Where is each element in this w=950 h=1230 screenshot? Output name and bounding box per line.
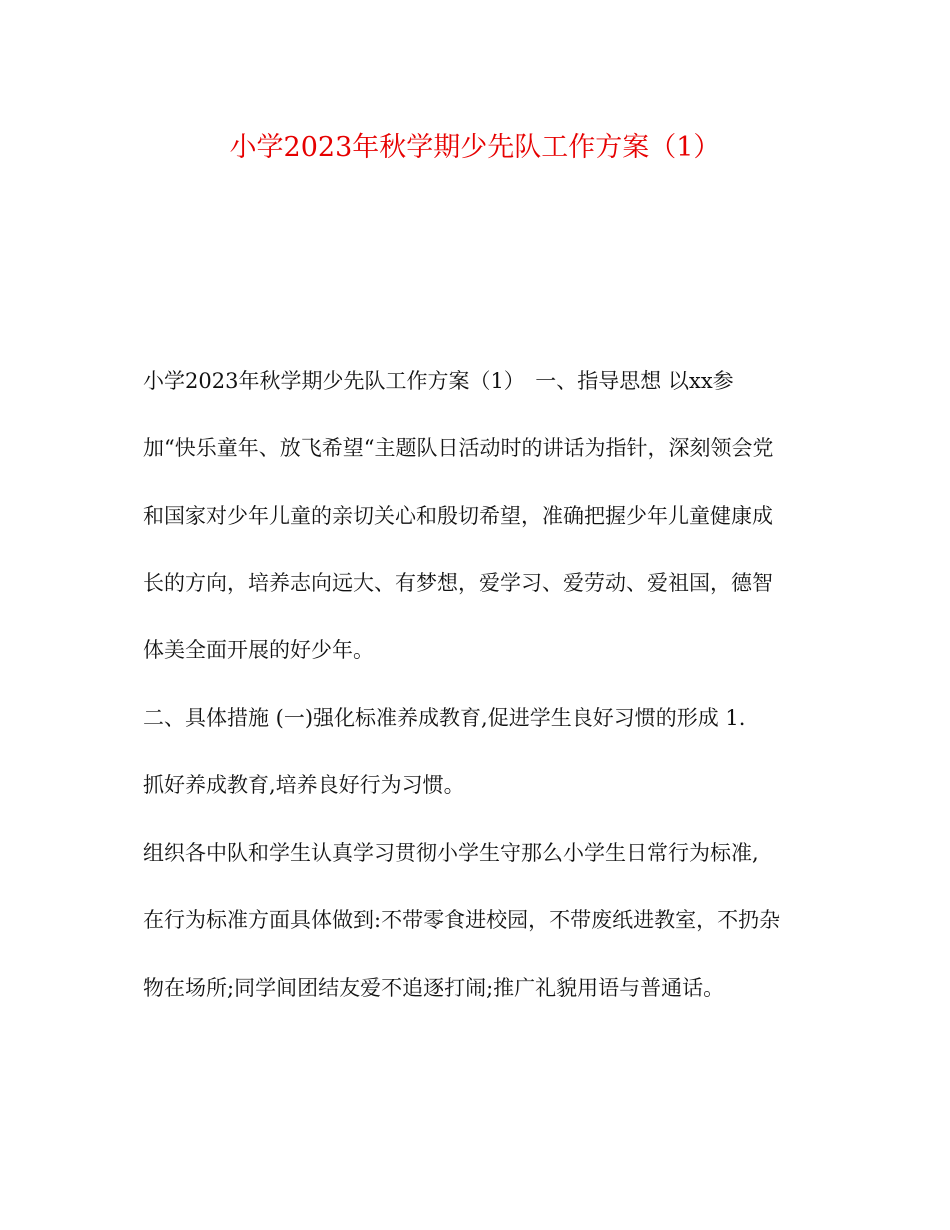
paragraph-line: 在行为标准方面具体做到:不带零食进校园，不带废纸进教室，不扔杂 [143,908,781,932]
paragraph-line: 和国家对少年儿童的亲切关心和殷切希望，准确把握少年儿童健康成 [143,504,773,528]
document-title: 小学2023年秋学期少先队工作方案（1） [229,132,721,163]
paragraph-line: 二、具体措施 (一)强化标准养成教育,促进学生良好习惯的形成 1. [143,706,746,730]
paragraph-line: 抓好养成教育,培养良好行为习惯。 [143,773,465,797]
paragraph-line: 组织各中队和学生认真学习贯彻小学生守那么小学生日常行为标准, [143,841,759,865]
paragraph-line: 加“快乐童年、放飞希望“主题队日活动时的讲话为指针，深刻领会党 [143,436,774,460]
paragraph-line: 体美全面开展的好少年。 [143,638,374,662]
paragraph-line: 长的方向，培养志向远大、有梦想，爱学习、爱劳动、爱祖国，德智 [143,571,773,595]
paragraph-line: 物在场所;同学间团结友爱不追逐打闹;推广礼貌用语与普通话。 [143,976,725,1000]
paragraph-line: 小学2023年秋学期少先队工作方案（1） 一、指导思想 以xx参 [143,369,734,393]
